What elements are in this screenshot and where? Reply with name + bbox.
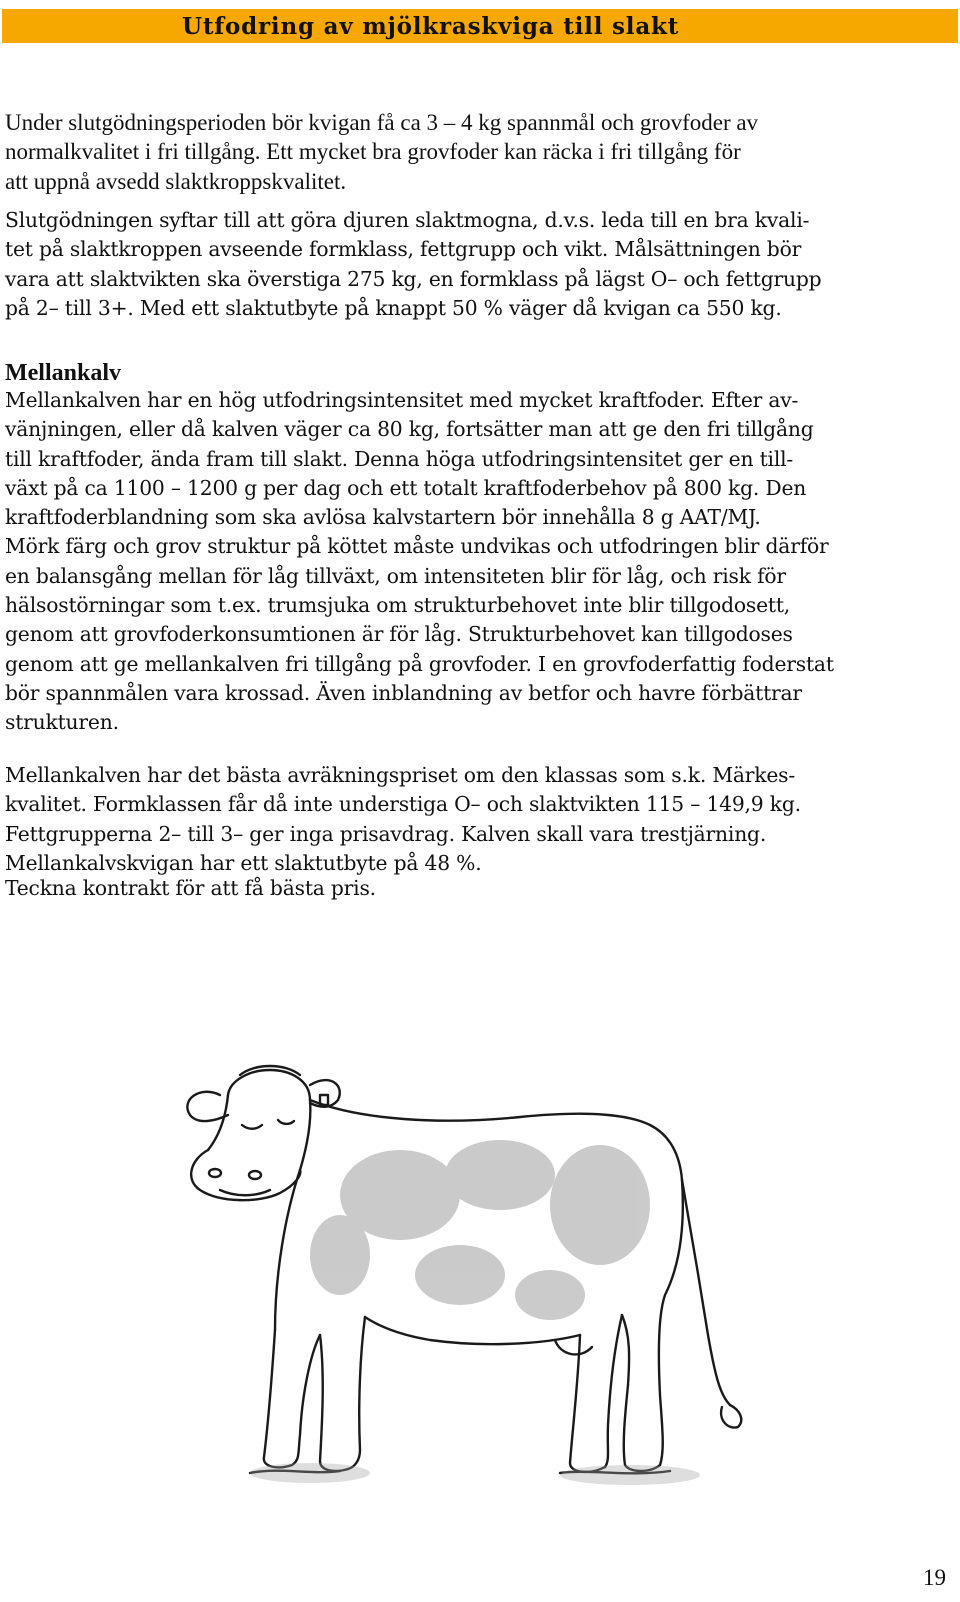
- paragraph-slutgodning: [5, 206, 955, 323]
- text-line: en balansgång mellan för låg tillväxt, om intensiteten blir för låg, och risk för: [5, 563, 786, 588]
- text-line: vänjningen, eller då kalven väger ca 80 kg, fortsätter man att ge den fri tillgång: [5, 417, 814, 442]
- text-line: Mellankalven har det bästa avräkningspriset om den klassas som s.k. Märkes-: [5, 763, 796, 787]
- text-line: växt på ca 1100 – 1200 g per dag och ett totalt kraftfoderbehov på 800 kg. Den: [5, 475, 807, 500]
- page-number: 19: [923, 1565, 946, 1590]
- text-line: vara att slaktvikten ska överstiga 275 kg, en formklass på lägst O– och fettgrupp: [5, 266, 822, 291]
- section-heading: Mellankalv: [5, 360, 122, 386]
- title-bar: [2, 9, 958, 43]
- text-line: till kraftfoder, ända fram till slakt. Denna höga utfodringsintensitet ger en till-: [5, 446, 794, 471]
- cow-illustration: [160, 1055, 800, 1495]
- text-line: Mellankalvskvigan har ett slaktutbyte på 48 %.: [5, 850, 482, 875]
- text-line: att uppnå avsedd slaktkroppskvalitet.: [5, 168, 347, 194]
- text-line: Mellankalven har en hög utfodringsintensitet med mycket kraftfoder. Efter av-: [5, 388, 799, 412]
- text-line: på 2– till 3+. Med ett slaktutbyte på knappt 50 % väger då kvigan ca 550 kg.: [5, 295, 782, 320]
- text-line: genom att grovfoderkonsumtionen är för låg. Strukturbehovet kan tillgodoses: [5, 622, 793, 647]
- text-line: Under slutgödningsperioden bör kvigan få ca 3 – 4 kg spannmål och grovfoder av: [5, 110, 759, 135]
- text-line: Mörk färg och grov struktur på köttet måste undvikas och utfodringen blir därför: [5, 534, 829, 559]
- text-line: tet på slaktkroppen avseende formklass, fettgrupp och vikt. Målsättningen bör: [5, 237, 802, 262]
- text-line: kraftfoderblandning som ska avlösa kalvstartern bör innehålla 8 g AAT/MJ.: [5, 505, 761, 530]
- text-line: strukturen.: [5, 710, 119, 735]
- text-line: kvalitet. Formklassen får då inte understiga O– och slaktvikten 115 – 149,9 kg.: [5, 792, 801, 817]
- paragraph-markeskvalitet: [5, 761, 955, 878]
- paragraph-kontrakt: [5, 874, 955, 903]
- text-line: Slutgödningen syftar till att göra djuren slaktmogna, d.v.s. leda till en bra kvali-: [5, 208, 810, 232]
- text-line: hälsostörningar som t.ex. trumsjuka om strukturbehovet inte blir tillgodosett,: [5, 593, 791, 618]
- text-line: normalkvalitet i fri tillgång. Ett mycket bra grovfoder kan räcka i fri tillgång för: [5, 139, 741, 165]
- page-title: Utfodring av mjölkraskviga till slakt: [182, 12, 680, 40]
- text-line: bör spannmålen vara krossad. Även inblandning av betfor och havre förbättrar: [5, 680, 802, 705]
- paragraph-mellankalv: [5, 386, 955, 738]
- text-line: genom att ge mellankalven fri tillgång på grovfoder. I en grovfoderfattig foderstat: [5, 651, 834, 676]
- intro-paragraph: [5, 108, 955, 196]
- text-line: Teckna kontrakt för att få bästa pris.: [5, 876, 376, 900]
- text-line: Fettgrupperna 2– till 3– ger inga prisavdrag. Kalven skall vara trestjärning.: [5, 821, 767, 846]
